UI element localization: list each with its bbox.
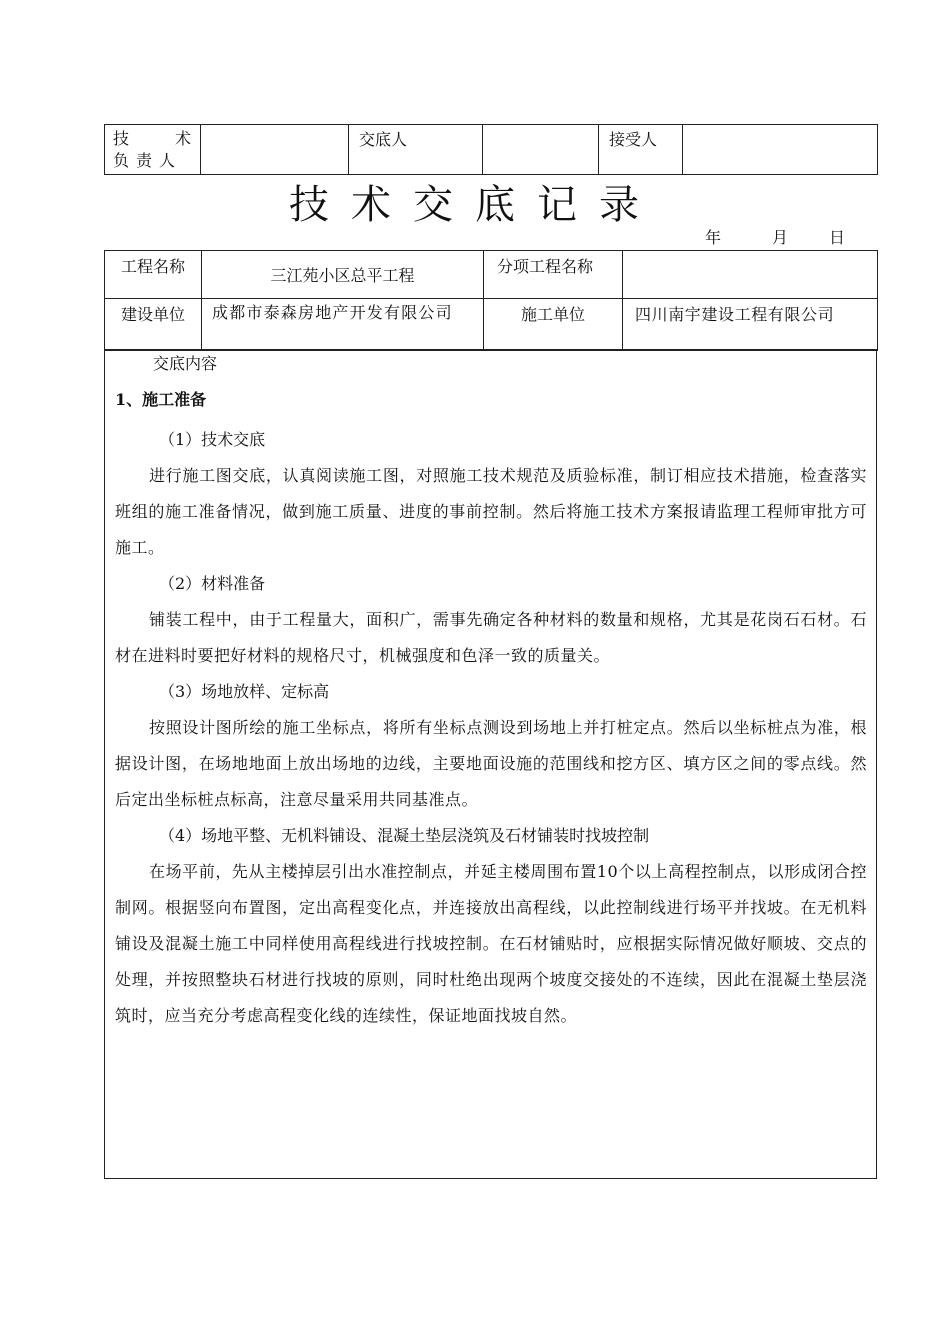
project-name-label: 工程名称: [105, 251, 202, 299]
contractor-value[interactable]: 四川南宇建设工程有限公司: [623, 299, 878, 351]
paragraph: 按照设计图所绘的施工坐标点，将所有坐标点测设到场地上并打桩定点。然后以坐标桩点为准，根据设计图，在场地地面上放出场地的边线，主要地面设施的范围线和挖方区、填方区之间的零点线。然后定出坐标桩点标高，注意尽量采用共同基准点。: [115, 718, 867, 809]
subsection-title: （3）场地放样、定标高: [159, 682, 330, 701]
project-name-value[interactable]: 三江苑小区总平工程: [202, 251, 484, 299]
paragraph: 在场平前，先从主楼掉层引出水准控制点，并延主楼周围布置10个以上高程控制点，以形成闭合控制网。根据竖向布置图，定出高程变化点，并连接放出高程线，以此控制线进行场平并找坡。在无机料铺设及混凝土施工中同样使用高程线进行找坡控制。在石材铺贴时，应根据实际情况做好顺坡、交点的处理，并按照整块石材进行找坡的原则，同时杜绝出现两个坡度交接处的不连续，因此在混凝土垫层浇筑时，应当充分考虑高程变化线的连续性，保证地面找坡自然。: [115, 862, 867, 1025]
tech-lead-label-char1: 技: [113, 129, 130, 148]
tech-lead-label-line2: 负责人: [113, 151, 183, 170]
receiver-label: 接受人: [599, 125, 683, 175]
subsection-title: （1）技术交底: [159, 430, 266, 449]
paragraph: 进行施工图交底，认真阅读施工图，对照施工技术规范及质验标准，制订相应技术措施，检查落实班组的施工准备情况，做到施工质量、进度的事前控制。然后将施工技术方案报请监理工程师审批方可施工。: [115, 466, 867, 557]
content-body: [115, 422, 867, 1034]
content-heading: 交底内容: [153, 354, 218, 373]
signature-table: [104, 124, 878, 175]
subsection-title: （2）材料准备: [159, 574, 266, 593]
paragraph: 铺装工程中，由于工程量大，面积广，需事先确定各种材料的数量和规格，尤其是花岗石石材。石材在进料时要把好材料的规格尺寸，机械强度和色泽一致的质量关。: [115, 610, 867, 665]
section-title: 1、施工准备: [115, 390, 207, 409]
tech-lead-value[interactable]: [201, 125, 349, 175]
date-day-label: 日: [829, 228, 846, 247]
sub-project-value[interactable]: [623, 251, 878, 299]
contractor-label: 施工单位: [484, 299, 623, 351]
owner-value[interactable]: 成都市泰森房地产开发有限公司: [202, 299, 484, 351]
date-year-label: 年: [705, 228, 722, 247]
discloser-label: 交底人: [349, 125, 483, 175]
owner-label: 建设单位: [105, 299, 202, 351]
date-month-label: 月: [772, 228, 789, 247]
document-title: 技术交底记录: [289, 182, 661, 228]
sub-project-label: 分项工程名称: [484, 251, 623, 299]
project-info-table: [104, 250, 878, 351]
disclosure-content-box: [104, 349, 877, 1179]
tech-lead-label-char2: 术: [174, 129, 191, 148]
tech-lead-label: [105, 125, 201, 175]
subsection-title: （4）场地平整、无机料铺设、混凝土垫层浇筑及石材铺装时找坡控制: [159, 826, 650, 845]
discloser-value[interactable]: [483, 125, 599, 175]
receiver-value[interactable]: [683, 125, 878, 175]
